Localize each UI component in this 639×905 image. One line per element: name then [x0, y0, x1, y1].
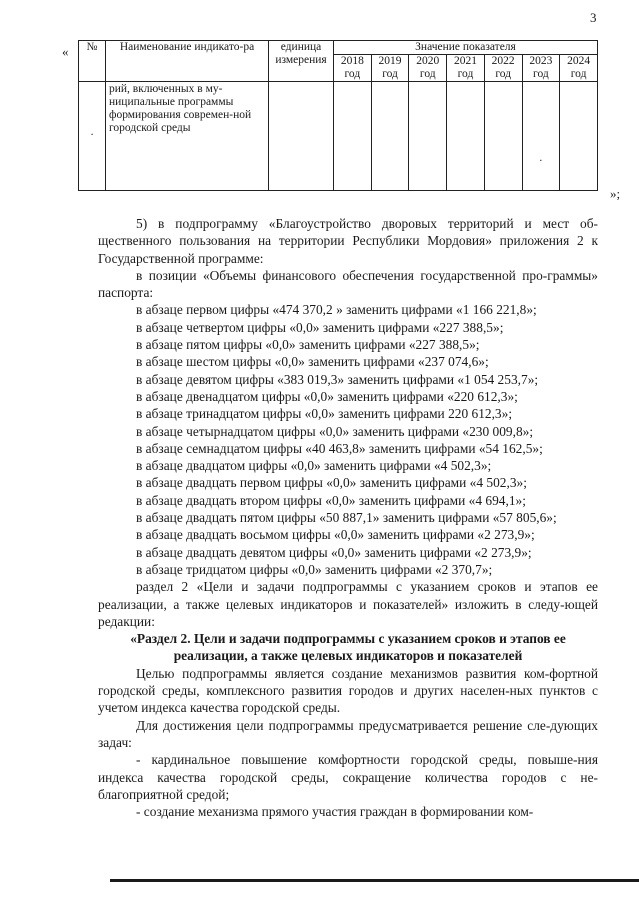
amendment-line: в абзаце первом цифры «474 370,2 » заменить цифрами «1 166 221,8»; [136, 302, 537, 318]
paragraph-subprogram-intro: 5) в подпрограмму «Благоустройство дворовых территорий и мест об-щественного пользования на территории Республики Мордовия» приложения 2 к Государственной программе: [98, 216, 598, 266]
row-indicator-name: рий, включенных в му-ниципальные программы формирования современ-ной городской среды [106, 82, 269, 191]
task-item: - кардинальное повышение комфортности городской среды, повыше-ния индекса качества городской среды, сокращение количества городов с не-благоприятной средой; [98, 752, 598, 802]
amendment-line: в абзаце шестом цифры «0,0» заменить цифрами «237 074,6»; [136, 354, 489, 370]
row-value-2021 [447, 82, 485, 191]
row-value-2024 [560, 82, 598, 191]
table-close-quote: »; [610, 186, 621, 201]
header-year-2018: 2018 год [334, 55, 372, 82]
table-open-quote: « [62, 44, 69, 59]
amendment-line: в абзаце двадцать девятом цифры «0,0» заменить цифрами «2 273,9»; [136, 544, 532, 560]
amendment-line: в абзаце тринадцатом цифры «0,0» заменить цифрами 220 612,3»; [136, 406, 513, 422]
paragraph-passport-position: в позиции «Объемы финансового обеспечения государственной про-граммы» паспорта: [98, 267, 598, 301]
paragraph-section-2-replacement: раздел 2 «Цели и задачи подпрограммы с указанием сроков и этапов ее реализации, а также целевых индикаторов и показателей» изложить в следу-ющей редакции: [98, 579, 598, 629]
header-indicator-value: Значение показателя [334, 41, 598, 55]
table-row [79, 82, 598, 191]
indicators-table [78, 40, 598, 191]
header-year-2019: 2019 год [371, 55, 409, 82]
amendment-line: в абзаце двадцать пятом цифры «50 887,1» заменить цифрами «57 805,6»; [136, 510, 557, 526]
row-value-2022 [484, 82, 522, 191]
amendment-line: в абзаце пятом цифры «0,0» заменить цифрами «227 388,5»; [136, 337, 480, 353]
amendment-line: в абзаце двенадцатом цифры «0,0» заменить цифрами «220 612,3»; [136, 388, 518, 404]
task-item: - создание механизма прямого участия граждан в формировании ком- [136, 804, 534, 820]
amendment-line: в абзаце двадцать первом цифры «0,0» заменить цифрами «4 502,3»; [136, 475, 527, 491]
row-value-2019 [371, 82, 409, 191]
header-year-2023: 2023 год [522, 55, 560, 82]
amendment-line: в абзаце четвертом цифры «0,0» заменить цифрами «227 388,5»; [136, 319, 504, 335]
row-value-2023: . [522, 82, 560, 191]
amendment-line: в абзаце тридцатом цифры «0,0» заменить цифрами «2 370,7»; [136, 561, 493, 577]
amendment-line: в абзаце четырнадцатом цифры «0,0» заменить цифрами «230 009,8»; [136, 423, 534, 439]
page-number: 3 [590, 10, 597, 25]
row-unit [269, 82, 334, 191]
header-year-2021: 2021 год [447, 55, 485, 82]
amendment-line: в абзаце двадцать восьмом цифры «0,0» заменить цифрами «2 273,9»; [136, 527, 535, 543]
row-value-2020 [409, 82, 447, 191]
paragraph-goal: Целью подпрограммы является создание механизмов развития ком-фортной городской среды, комплексного развития городов и других населен-ных пунктов с учетом индекса качества городской среды. [98, 665, 598, 716]
document-body [98, 215, 598, 820]
header-indicator-name: Наименование индикато-ра [106, 41, 269, 82]
bottom-rule [110, 879, 639, 882]
row-value-2018 [334, 82, 372, 191]
section-heading: «Раздел 2. Цели и задачи подпрограммы с указанием сроков и этапов ее реализации, а также целевых индикаторов и показателей [130, 631, 566, 664]
header-unit: единица измерения [269, 41, 334, 82]
header-num: № [79, 41, 106, 82]
header-year-2024: 2024 год [560, 55, 598, 82]
amendment-line: в абзаце двадцатом цифры «0,0» заменить цифрами «4 502,3»; [136, 458, 492, 474]
header-year-2022: 2022 год [484, 55, 522, 82]
amendment-line: в абзаце девятом цифры «383 019,3» заменить цифрами «1 054 253,7»; [136, 371, 539, 387]
paragraph-tasks-intro: Для достижения цели подпрограммы предусматривается решение сле-дующих задач: [98, 717, 598, 750]
row-num: . [79, 82, 106, 191]
header-year-2020: 2020 год [409, 55, 447, 82]
amendment-line: в абзаце двадцать втором цифры «0,0» заменить цифрами «4 694,1»; [136, 492, 526, 508]
amendment-line: в абзаце семнадцатом цифры «40 463,8» заменить цифрами «54 162,5»; [136, 440, 543, 456]
